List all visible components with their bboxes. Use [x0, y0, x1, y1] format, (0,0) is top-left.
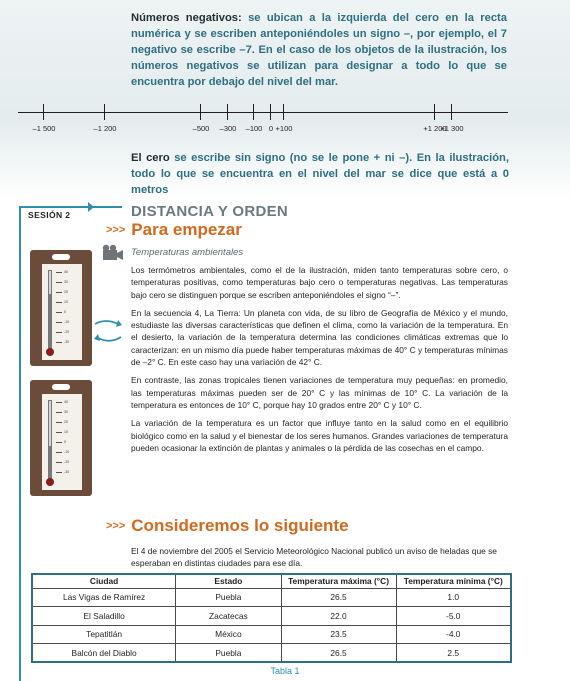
- subtitle: Temperaturas ambientales: [131, 247, 244, 258]
- frost-notice-text: El 4 de noviembre del 2005 el Servicio Meteorológico Nacional publicó un aviso de heladas que se esperaban en distintas ciudades para ese día.: [131, 546, 497, 569]
- number-line-tick-label: –500: [192, 124, 210, 133]
- section-heading-consider: [106, 516, 349, 536]
- session-bracket: [19, 206, 21, 681]
- negative-numbers-lead: Números negativos:: [131, 12, 242, 24]
- session-bracket-top: [19, 206, 122, 208]
- column-header: Ciudad: [32, 574, 176, 588]
- number-line-tick: [253, 104, 254, 120]
- number-line-tick: [451, 104, 452, 120]
- table-header-row: [32, 574, 511, 588]
- number-line-tick-label: +1 300: [440, 124, 464, 133]
- thermometer-mark: [56, 452, 62, 453]
- table-cell: Tepatitlán: [32, 625, 176, 644]
- number-line-tick-label: –100: [245, 124, 263, 133]
- thermometer-hole: [52, 254, 70, 260]
- table-cell: 26.5: [281, 644, 396, 663]
- thermometer-scale: [42, 394, 82, 490]
- table-row: [32, 625, 511, 644]
- table-cell: Puebla: [176, 644, 281, 663]
- thermometer-mark: [56, 472, 62, 473]
- session-label: SESIÓN 2: [28, 210, 71, 220]
- thermometer-mark: [56, 432, 62, 433]
- table-cell: Las Vigas de Ramírez: [32, 588, 176, 607]
- thermometer-mark-label: -30: [64, 470, 70, 474]
- thermometer-mark: [56, 462, 62, 463]
- table-row: [32, 588, 511, 607]
- number-line-tick: [43, 104, 44, 120]
- thermometer-mark: [56, 322, 62, 323]
- number-line-tick: [227, 104, 228, 120]
- number-line-tick-label: +100: [275, 124, 293, 133]
- number-line-tick: [200, 104, 201, 120]
- table-row: [32, 607, 511, 626]
- thermometer-mark-label: 40: [64, 270, 68, 274]
- table-cell: -5.0: [396, 607, 511, 626]
- thermometer-level: [49, 446, 51, 480]
- thermometer-illustration: [30, 380, 92, 496]
- table-cell: 2.5: [396, 644, 511, 663]
- paragraph: Los termómetros ambientales, como el de la ilustración, miden tanto temperaturas sobre cero, o temperaturas positivas, como temperaturas bajo cero o temperaturas negativas. Las temperaturas bajo cero se distinguen porque se escriben anteponiéndoles el signo “–”.: [131, 265, 508, 300]
- table-cell: Balcón del Diablo: [32, 644, 176, 663]
- thermometer-mark: [56, 442, 62, 443]
- thermometer-mark-label: 20: [64, 420, 68, 424]
- thermometer-bulb: [46, 478, 54, 486]
- column-header: Temperatura máxima (°C): [281, 574, 396, 588]
- paragraph: En contraste, las zonas tropicales tienen variaciones de temperatura muy pequeñas: en promedio, las temperaturas máximas pueden ser de 20° C y las mínimas de 10° C. La variación de la temperatura es entonces de 10° C, porque hay 10 grados entre 20° C y 10° C.: [131, 375, 508, 410]
- number-line-tick: [104, 104, 105, 120]
- thermometer-mark-label: 40: [64, 400, 68, 404]
- thermometer-mark: [56, 422, 62, 423]
- section-heading-start: [106, 220, 242, 240]
- table-cell: 1.0: [396, 588, 511, 607]
- number-line-tick-label: 0: [268, 124, 274, 133]
- thermometer-mark-label: -20: [64, 330, 70, 334]
- section-heading-consider-text: Consideremos lo siguiente: [131, 516, 349, 535]
- swap-arrows-icon: [92, 316, 124, 346]
- thermometer-hole: [52, 384, 70, 390]
- negative-numbers-definition: [131, 10, 507, 90]
- thermometer-mark: [56, 342, 62, 343]
- number-line-tick-label: +1 200: [423, 124, 447, 133]
- number-line-tick: [270, 104, 271, 120]
- thermometer-mark: [56, 412, 62, 413]
- thermometer-mark: [56, 272, 62, 273]
- paragraph: En la secuencia 4, La Tierra: Un planeta con vida, de su libro de Geografía de México y el mundo, estudiaste las diversas características que definen el clima, como la variación de la temperatura. En el desierto, la variación de la temperatura determina las condiciones climáticas extremas que lo caracterizan: en un mismo día puede haber temperaturas máximas de 40° C y temperaturas mínimas de –2° C. En este caso hay una variación de 42° C.: [131, 307, 508, 368]
- number-line-tick: [283, 104, 284, 120]
- thermometer-mark-label: 20: [64, 290, 68, 294]
- table-caption: Tabla 1: [270, 666, 300, 676]
- column-header: Estado: [176, 574, 281, 588]
- table-cell: Puebla: [176, 588, 281, 607]
- number-line-tick: [434, 104, 435, 120]
- number-line-tick-label: –1 200: [93, 124, 117, 133]
- intro-paragraphs: [131, 264, 508, 460]
- thermometer-mark-label: -10: [64, 450, 70, 454]
- thermometer-illustration: [30, 250, 92, 366]
- thermometer-scale: [42, 264, 82, 360]
- thermometer-level: [49, 294, 51, 350]
- thermometer-mark-label: 0: [64, 310, 66, 314]
- table-cell: 23.5: [281, 625, 396, 644]
- thermometer-mark-label: 10: [64, 300, 68, 304]
- thermometer-mark-label: 10: [64, 430, 68, 434]
- thermometer-mark: [56, 332, 62, 333]
- thermometer-mark-label: -20: [64, 460, 70, 464]
- session-arrow-icon: [88, 202, 94, 212]
- paragraph: La variación de la temperatura es un factor que influye tanto en la salud como en el equilibrio biológico como en la salud y el bienestar de los seres humanos. Grandes variaciones de temperatura pueden ocasionar la extinción de plantas y animales o la pérdida de las cosechas en el campo.: [131, 418, 508, 453]
- thermometer-mark-label: 0: [64, 440, 66, 444]
- number-line-tick-label: –1 500: [32, 124, 56, 133]
- thermometer-mark-label: -30: [64, 340, 70, 344]
- thermometer-mark: [56, 312, 62, 313]
- table-cell: Zacatecas: [176, 607, 281, 626]
- chevrons-icon: >>>: [106, 520, 126, 532]
- temperature-table: [31, 573, 512, 663]
- thermometer-mark-label: 30: [64, 280, 68, 284]
- thermometer-mark-label: -10: [64, 320, 70, 324]
- thermometer-mark: [56, 302, 62, 303]
- table-cell: México: [176, 625, 281, 644]
- table-row: [32, 644, 511, 663]
- thermometer-mark: [56, 282, 62, 283]
- chevrons-icon: >>>: [106, 224, 126, 236]
- lesson-title: DISTANCIA Y ORDEN: [131, 203, 289, 220]
- table-cell: El Saladillo: [32, 607, 176, 626]
- video-camera-icon: [98, 244, 124, 262]
- thermometer-mark-label: 30: [64, 410, 68, 414]
- table-cell: -4.0: [396, 625, 511, 644]
- thermometer-mark: [56, 402, 62, 403]
- table-cell: 22.0: [281, 607, 396, 626]
- column-header: Temperatura mínima (°C): [396, 574, 511, 588]
- section-heading-start-text: Para empezar: [131, 220, 242, 239]
- zero-lead: El cero: [131, 152, 170, 164]
- number-line: [0, 96, 570, 141]
- negative-numbers-text: se ubican a la izquierda del cero en la recta numérica y se escriben anteponiéndoles un signo –, por ejemplo, el 7 negativo se escribe –7. En el caso de los objetos de la ilustración, los números negativos se utilizan para designar a todo lo que se encuentra por debajo del nivel del mar.: [131, 12, 507, 88]
- thermometer-mark: [56, 292, 62, 293]
- number-line-tick-label: –300: [219, 124, 237, 133]
- zero-text: se escribe sin signo (no se le pone + ni –). En la ilustración, todo lo que se encuentra en el nivel del mar se dice que está a 0 metros: [131, 152, 509, 196]
- thermometer-bulb: [46, 348, 54, 356]
- table-cell: 26.5: [281, 588, 396, 607]
- zero-definition: [131, 150, 509, 198]
